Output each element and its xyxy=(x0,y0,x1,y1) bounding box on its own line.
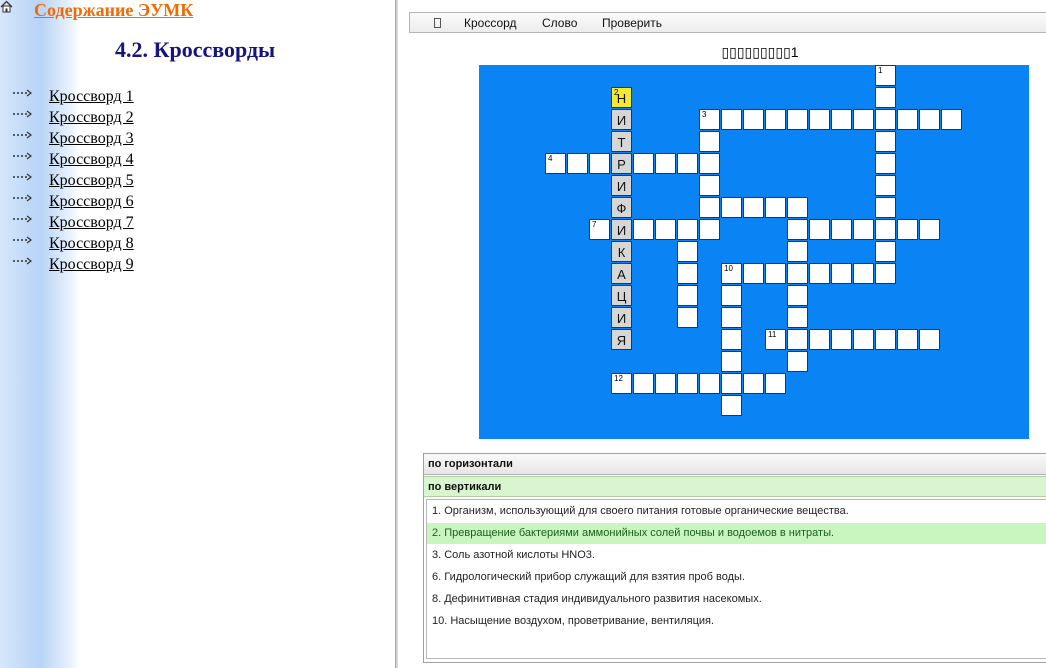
crossword-cell[interactable] xyxy=(831,219,852,240)
crossword-cell[interactable] xyxy=(743,373,764,394)
toc-link[interactable]: Содержание ЭУМК xyxy=(34,0,194,20)
crossword-cell[interactable] xyxy=(809,329,830,350)
crossword-cell[interactable] xyxy=(831,329,852,350)
cell-letter: Ф xyxy=(616,201,627,216)
cell-letter: И xyxy=(616,113,627,128)
cell-letter: Ц xyxy=(616,289,627,304)
crossword-cell[interactable] xyxy=(721,285,742,306)
clue-item[interactable]: 8. Дефинитивная стадия индивидуального развития насекомых. xyxy=(432,593,762,605)
dotted-arrow-icon xyxy=(12,172,34,182)
cell-letter: Т xyxy=(617,135,626,150)
crossword-link[interactable]: Кроссворд 5 xyxy=(49,172,134,189)
crossword-link[interactable]: Кроссворд 7 xyxy=(49,214,134,231)
menu-word[interactable]: Слово xyxy=(542,16,578,30)
dotted-arrow-icon xyxy=(12,88,34,98)
crossword-cell[interactable] xyxy=(699,197,720,218)
crossword-cell[interactable] xyxy=(897,329,918,350)
crossword-cell[interactable] xyxy=(897,109,918,130)
cell-letter: И xyxy=(616,223,627,238)
cell-number: 2 xyxy=(614,88,619,97)
crossword-cell[interactable] xyxy=(721,307,742,328)
dotted-arrow-icon xyxy=(12,130,34,140)
cell-letter: К xyxy=(617,245,626,260)
crossword-cell[interactable] xyxy=(655,373,676,394)
clue-item[interactable]: 10. Насыщение воздухом, проветривание, вентиляция. xyxy=(432,615,715,627)
crossword-cell[interactable] xyxy=(545,153,566,174)
menu-bar xyxy=(409,12,1046,33)
crossword-cell[interactable] xyxy=(919,219,940,240)
crossword-cell[interactable] xyxy=(875,153,896,174)
crossword-cell[interactable] xyxy=(611,373,632,394)
cell-letter: А xyxy=(617,267,626,282)
crossword-cell[interactable] xyxy=(721,395,742,416)
crossword-cell[interactable] xyxy=(699,131,720,152)
tab-across[interactable]: по горизонтали xyxy=(424,454,1046,475)
crossword-cell[interactable] xyxy=(743,263,764,284)
crossword-title: ▯▯▯▯▯▯▯▯▯1 xyxy=(721,44,799,60)
crossword-cell[interactable] xyxy=(765,373,786,394)
crossword-cell[interactable] xyxy=(787,219,808,240)
crossword-cell[interactable] xyxy=(611,109,632,130)
crossword-cell[interactable] xyxy=(611,131,632,152)
crossword-cell[interactable] xyxy=(721,329,742,350)
crossword-cell[interactable] xyxy=(677,219,698,240)
clue-item[interactable]: 3. Соль азотной кислоты HNO3. xyxy=(432,549,595,561)
crossword-cell[interactable] xyxy=(677,285,698,306)
crossword-cell[interactable] xyxy=(765,263,786,284)
crossword-link[interactable]: Кроссворд 1 xyxy=(49,88,134,105)
crossword-cell[interactable] xyxy=(633,373,654,394)
clue-panel xyxy=(423,453,1046,663)
crossword-cell[interactable] xyxy=(677,153,698,174)
crossword-cell[interactable] xyxy=(743,197,764,218)
clue-item[interactable]: 1. Организм, использующий для своего питания готовые органические вещества. xyxy=(432,505,849,517)
crossword-cell[interactable] xyxy=(699,175,720,196)
crossword-cell[interactable] xyxy=(677,241,698,262)
cell-letter: Р xyxy=(617,157,626,172)
crossword-cell[interactable] xyxy=(633,219,654,240)
crossword-cell[interactable] xyxy=(721,263,742,284)
crossword-cell[interactable] xyxy=(655,219,676,240)
square-icon[interactable] xyxy=(434,18,441,28)
crossword-cell[interactable] xyxy=(699,373,720,394)
crossword-cell[interactable] xyxy=(721,373,742,394)
crossword-cell[interactable] xyxy=(611,197,632,218)
cell-letter: И xyxy=(616,179,627,194)
frame-divider[interactable] xyxy=(395,0,398,668)
crossword-cell[interactable] xyxy=(589,153,610,174)
crossword-cell[interactable] xyxy=(699,153,720,174)
crossword-cell[interactable] xyxy=(677,307,698,328)
crossword-cell[interactable] xyxy=(941,109,962,130)
crossword-cell[interactable] xyxy=(831,263,852,284)
crossword-cell[interactable] xyxy=(919,329,940,350)
crossword-cell[interactable] xyxy=(611,285,632,306)
crossword-cell[interactable] xyxy=(853,329,874,350)
crossword-cell[interactable] xyxy=(875,329,896,350)
cell-letter: Н xyxy=(616,91,627,106)
crossword-cell[interactable] xyxy=(875,175,896,196)
crossword-board xyxy=(479,65,1029,439)
home-icon[interactable] xyxy=(0,0,13,13)
crossword-cell[interactable] xyxy=(853,219,874,240)
crossword-cell[interactable] xyxy=(875,131,896,152)
crossword-link[interactable]: Кроссворд 2 xyxy=(49,109,134,126)
crossword-cell[interactable] xyxy=(611,87,632,108)
crossword-cell[interactable] xyxy=(787,329,808,350)
crossword-cell[interactable] xyxy=(875,241,896,262)
crossword-cell[interactable] xyxy=(787,109,808,130)
left-panel xyxy=(0,0,395,668)
clue-list xyxy=(426,499,1046,659)
clue-item[interactable]: 6. Гидрологический прибор служащий для взятия проб воды. xyxy=(432,571,745,583)
dotted-arrow-icon xyxy=(12,214,34,224)
crossword-cell[interactable] xyxy=(897,219,918,240)
cell-letter: И xyxy=(616,311,627,326)
menu-check[interactable]: Проверить xyxy=(602,16,663,30)
crossword-cell[interactable] xyxy=(809,109,830,130)
tab-down[interactable]: по вертикали xyxy=(424,476,1046,497)
dotted-arrow-icon xyxy=(12,235,34,245)
crossword-cell[interactable] xyxy=(721,351,742,372)
crossword-cell[interactable] xyxy=(721,109,742,130)
crossword-cell[interactable] xyxy=(875,87,896,108)
crossword-cell[interactable] xyxy=(853,109,874,130)
crossword-cell[interactable] xyxy=(919,109,940,130)
crossword-cell[interactable] xyxy=(699,219,720,240)
crossword-cell[interactable] xyxy=(787,351,808,372)
crossword-cell[interactable] xyxy=(787,263,808,284)
cell-number: 1 xyxy=(878,66,883,75)
crossword-cell[interactable] xyxy=(787,197,808,218)
crossword-cell[interactable] xyxy=(809,219,830,240)
crossword-cell[interactable] xyxy=(611,241,632,262)
crossword-cell[interactable] xyxy=(875,197,896,218)
crossword-link[interactable]: Кроссворд 3 xyxy=(49,130,134,147)
crossword-cell[interactable] xyxy=(611,219,632,240)
crossword-cell[interactable] xyxy=(809,263,830,284)
crossword-cell[interactable] xyxy=(611,307,632,328)
crossword-link[interactable]: Кроссворд 9 xyxy=(49,256,134,273)
crossword-cell[interactable] xyxy=(677,373,698,394)
crossword-cell[interactable] xyxy=(875,219,896,240)
crossword-cell[interactable] xyxy=(567,153,588,174)
crossword-cell[interactable] xyxy=(611,175,632,196)
crossword-cell[interactable] xyxy=(611,329,632,350)
menu-crossword[interactable]: Кроссорд xyxy=(464,16,517,30)
crossword-cell[interactable] xyxy=(853,263,874,284)
dotted-arrow-icon xyxy=(12,151,34,161)
cell-number: 7 xyxy=(592,220,597,229)
dotted-arrow-icon xyxy=(12,109,34,119)
crossword-cell[interactable] xyxy=(699,109,720,130)
crossword-cell[interactable] xyxy=(765,109,786,130)
crossword-cell[interactable] xyxy=(633,153,654,174)
crossword-link[interactable]: Кроссворд 6 xyxy=(49,193,134,210)
cell-number: 10 xyxy=(724,264,733,273)
crossword-cell[interactable] xyxy=(721,197,742,218)
cell-number: 11 xyxy=(768,330,777,339)
crossword-link[interactable]: Кроссворд 4 xyxy=(49,151,134,168)
crossword-cell[interactable] xyxy=(611,263,632,284)
cell-number: 3 xyxy=(702,110,707,119)
dotted-arrow-icon xyxy=(12,256,34,266)
crossword-cell[interactable] xyxy=(875,109,896,130)
crossword-cell[interactable] xyxy=(765,329,786,350)
cell-letter: Я xyxy=(616,333,627,348)
crossword-cell[interactable] xyxy=(831,109,852,130)
crossword-cell[interactable] xyxy=(589,219,610,240)
crossword-cell[interactable] xyxy=(765,197,786,218)
cell-number: 12 xyxy=(614,374,623,383)
page-title: 4.2. Кроссворды xyxy=(115,37,276,62)
crossword-cell[interactable] xyxy=(655,153,676,174)
cell-number: 4 xyxy=(548,154,553,163)
crossword-cell[interactable] xyxy=(787,307,808,328)
crossword-cell[interactable] xyxy=(875,65,896,86)
crossword-cell[interactable] xyxy=(875,263,896,284)
clue-item[interactable]: 2. Превращение бактериями аммонийных солей почвы и водоемов в нитраты. xyxy=(427,523,1046,544)
crossword-link[interactable]: Кроссворд 8 xyxy=(49,235,134,252)
crossword-cell[interactable] xyxy=(611,153,632,174)
crossword-cell[interactable] xyxy=(787,241,808,262)
crossword-cell[interactable] xyxy=(743,109,764,130)
dotted-arrow-icon xyxy=(12,193,34,203)
crossword-cell[interactable] xyxy=(787,285,808,306)
crossword-cell[interactable] xyxy=(677,263,698,284)
